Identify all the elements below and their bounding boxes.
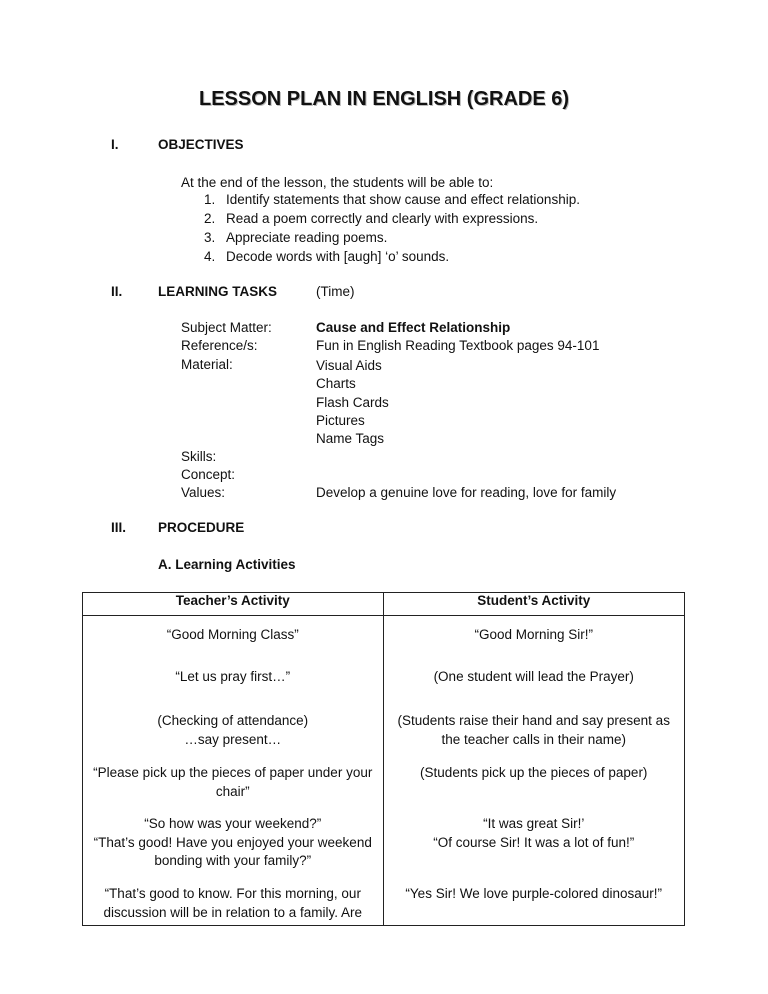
material-item: Flash Cards <box>316 394 389 410</box>
learning-activities-heading: A. Learning Activities <box>158 557 296 572</box>
values-label: Values: <box>181 485 226 500</box>
subject-matter-label: Subject Matter: <box>181 320 272 335</box>
concept-label: Concept: <box>181 467 236 482</box>
objective-item: 2. Read a poem correctly and clearly with expressions. <box>204 211 539 226</box>
material-label: Material: <box>181 357 233 372</box>
objective-item: 4. Decode words with [augh] ‘o’ sounds. <box>204 249 450 264</box>
learning-tasks-heading: LEARNING TASKS <box>158 284 278 299</box>
table-row <box>83 712 685 764</box>
student-cell: “It was great Sir!’ “Of course Sir! It was a lot of fun!” <box>383 815 685 885</box>
table-row <box>83 668 685 712</box>
objectives-list <box>204 190 580 266</box>
values-value: Develop a genuine love for reading, love for family <box>316 485 617 500</box>
reference-value: Fun in English Reading Textbook pages 94-101 <box>316 338 600 353</box>
material-item: Visual Aids <box>316 358 382 373</box>
student-cell: (One student will lead the Prayer) <box>383 668 685 712</box>
procedure-numeral: III. <box>111 520 127 535</box>
teacher-cell: “Good Morning Class” <box>83 616 384 669</box>
objective-item: 3. Appreciate reading poems. <box>204 230 388 245</box>
material-item: Charts <box>316 376 356 392</box>
learning-tasks-numeral: II. <box>111 284 123 299</box>
student-cell: (Students raise their hand and say present as the teacher calls in their name) <box>383 712 685 764</box>
learning-tasks-time: (Time) <box>316 284 355 299</box>
teacher-cell: “Please pick up the pieces of paper under your chair” <box>83 764 384 815</box>
activity-table <box>82 592 685 926</box>
table-row <box>83 764 685 815</box>
objectives-intro: At the end of the lesson, the students will be able to: <box>181 175 494 190</box>
procedure-heading: PROCEDURE <box>158 520 245 535</box>
teacher-cell: “So how was your weekend?” “That’s good! Have you enjoyed your weekend bonding with your family?” <box>83 815 384 885</box>
document-title: LESSON PLAN IN ENGLISH (GRADE 6) <box>198 88 570 110</box>
objectives-heading: OBJECTIVES <box>158 137 244 152</box>
student-cell: “Good Morning Sir!” <box>383 616 685 669</box>
table-row <box>83 616 685 669</box>
subject-matter-value: Cause and Effect Relationship <box>316 320 511 335</box>
reference-label: Reference/s: <box>181 338 258 353</box>
skills-label: Skills: <box>181 449 217 464</box>
teacher-activity-header: Teacher’s Activity <box>83 593 384 616</box>
teacher-cell: “That’s good to know. For this morning, our discussion will be in relation to a family. Are <box>83 885 384 926</box>
student-activity-header: Student’s Activity <box>383 593 685 616</box>
table-row <box>83 815 685 885</box>
table-header-row <box>83 593 685 616</box>
objective-item: 1. Identify statements that show cause and effect relationship. <box>204 192 580 207</box>
materials-list <box>316 357 389 448</box>
teacher-cell: (Checking of attendance) …say present… <box>83 712 384 764</box>
material-item: Name Tags <box>316 431 385 447</box>
student-cell: “Yes Sir! We love purple-colored dinosaur!” <box>383 885 685 926</box>
table-row <box>83 885 685 926</box>
teacher-cell: “Let us pray first…” <box>83 668 384 712</box>
student-cell: (Students pick up the pieces of paper) <box>383 764 685 815</box>
material-item: Pictures <box>316 412 365 428</box>
objectives-numeral: I. <box>111 137 119 152</box>
